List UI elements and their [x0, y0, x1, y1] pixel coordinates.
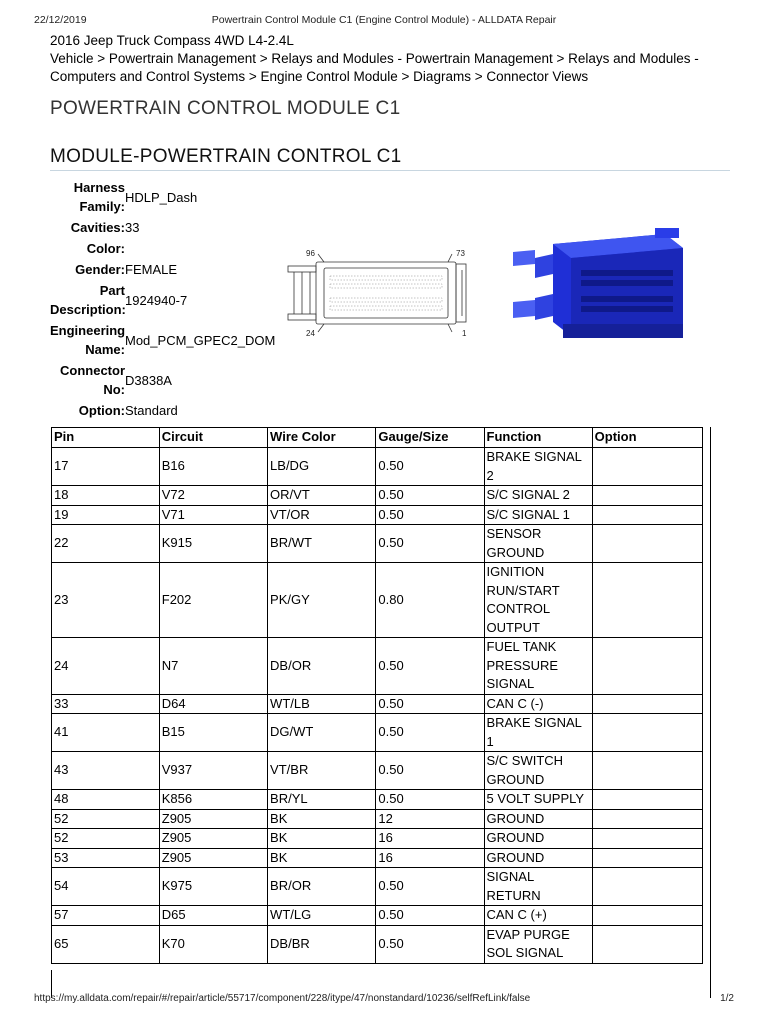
table-cell: 41 — [52, 714, 160, 752]
table-row — [52, 525, 703, 563]
table-cell — [592, 829, 702, 849]
table-cell — [592, 752, 702, 790]
pin-label-73: 73 — [456, 249, 465, 258]
table-row — [52, 714, 703, 752]
table-cell: V71 — [159, 505, 267, 525]
table-cell — [592, 809, 702, 829]
table-row — [52, 752, 703, 790]
table-cell: BK — [268, 809, 376, 829]
table-cell: 0.50 — [376, 486, 484, 506]
table-cell: 52 — [52, 829, 160, 849]
property-row — [50, 178, 290, 216]
column-header: Function — [484, 428, 592, 448]
column-header: Option — [592, 428, 702, 448]
property-row — [50, 321, 290, 359]
table-cell — [592, 525, 702, 563]
table-cell: SENSOR GROUND — [484, 525, 592, 563]
table-cell: EVAP PURGE SOL SIGNAL — [484, 925, 592, 963]
table-cell: 12 — [376, 809, 484, 829]
table-cell: BK — [268, 848, 376, 868]
table-cell: 16 — [376, 848, 484, 868]
table-cell: 0.50 — [376, 525, 484, 563]
column-header: Gauge/Size — [376, 428, 484, 448]
table-cell: 16 — [376, 829, 484, 849]
table-cell: S/C SIGNAL 2 — [484, 486, 592, 506]
table-row — [52, 790, 703, 810]
pin-label-96: 96 — [306, 249, 315, 258]
property-row — [50, 361, 290, 399]
page-title: POWERTRAIN CONTROL MODULE C1 — [50, 98, 401, 119]
table-cell: 5 VOLT SUPPLY — [484, 790, 592, 810]
table-cell — [592, 563, 702, 638]
table-cell: K915 — [159, 525, 267, 563]
table-cell: 53 — [52, 848, 160, 868]
print-footer — [0, 993, 768, 1007]
table-cell: 0.80 — [376, 563, 484, 638]
table-cell: S/C SWITCH GROUND — [484, 752, 592, 790]
property-label: Engineering Name: — [50, 323, 126, 357]
table-cell — [592, 448, 702, 486]
table-cell — [592, 714, 702, 752]
table-cell: 65 — [52, 925, 160, 963]
print-title: Powertrain Control Module C1 (Engine Control Module) - ALLDATA Repair — [211, 14, 557, 26]
table-cell — [592, 848, 702, 868]
table-row — [52, 505, 703, 525]
print-header — [0, 14, 768, 30]
table-cell: 0.50 — [376, 694, 484, 714]
table-row — [52, 638, 703, 695]
table-cell: 0.50 — [376, 790, 484, 810]
property-label: Part Description: — [50, 283, 126, 317]
property-value: D3838A — [125, 372, 172, 388]
connector-properties — [50, 178, 290, 422]
table-cell: FUEL TANK PRESSURE SIGNAL — [484, 638, 592, 695]
table-cell: CAN C (-) — [484, 694, 592, 714]
print-date: 22/12/2019 — [34, 14, 87, 26]
property-value: 1924940-7 — [125, 292, 188, 308]
table-cell: BR/YL — [268, 790, 376, 810]
table-cell: SIGNAL RETURN — [484, 868, 592, 906]
table-frame — [710, 427, 711, 998]
table-row — [52, 563, 703, 638]
table-cell: 0.50 — [376, 925, 484, 963]
table-cell: 0.50 — [376, 752, 484, 790]
table-cell: 22 — [52, 525, 160, 563]
table-cell: 23 — [52, 563, 160, 638]
table-row — [52, 829, 703, 849]
table-cell: BR/WT — [268, 525, 376, 563]
table-cell: BRAKE SIGNAL 2 — [484, 448, 592, 486]
property-label: Connector No: — [60, 363, 125, 397]
vehicle-title: 2016 Jeep Truck Compass 4WD L4-2.4L — [50, 33, 294, 48]
table-cell: VT/BR — [268, 752, 376, 790]
table-cell: F202 — [159, 563, 267, 638]
table-cell: 0.50 — [376, 448, 484, 486]
breadcrumb: Vehicle > Powertrain Management > Relays and Modules - Powertrain Management > Relays and Modules - Computers and Control Systems > Engine Control Module > Diagrams > Connector Views — [50, 51, 699, 84]
property-row — [50, 239, 290, 258]
table-cell: OR/VT — [268, 486, 376, 506]
table-cell: 18 — [52, 486, 160, 506]
property-row — [50, 401, 290, 420]
table-cell: BRAKE SIGNAL 1 — [484, 714, 592, 752]
connector-face-diagram — [284, 240, 484, 350]
table-row — [52, 694, 703, 714]
table-cell: 0.50 — [376, 906, 484, 926]
table-cell: BR/OR — [268, 868, 376, 906]
property-value: Standard — [125, 403, 178, 418]
table-cell — [592, 486, 702, 506]
table-cell: V937 — [159, 752, 267, 790]
page-url: https://my.alldata.com/repair/#/repair/article/55717/component/228/itype/47/nonstandard/10236/selfRefLink/false — [34, 993, 531, 1004]
table-cell: D65 — [159, 906, 267, 926]
table-row — [52, 868, 703, 906]
table-cell: Z905 — [159, 829, 267, 849]
table-cell: WT/LG — [268, 906, 376, 926]
property-label: Option: — [78, 403, 125, 418]
table-cell: DG/WT — [268, 714, 376, 752]
pin-label-1: 1 — [462, 329, 467, 338]
property-label: Color: — [86, 241, 125, 256]
table-cell: 33 — [52, 694, 160, 714]
table-cell: 0.50 — [376, 505, 484, 525]
table-cell: D64 — [159, 694, 267, 714]
property-row — [50, 260, 290, 279]
table-cell: BK — [268, 829, 376, 849]
table-cell: 43 — [52, 752, 160, 790]
property-row — [50, 218, 290, 237]
table-cell: N7 — [159, 638, 267, 695]
table-cell: WT/LB — [268, 694, 376, 714]
property-label: Harness Family: — [73, 180, 125, 214]
table-cell: K975 — [159, 868, 267, 906]
table-cell: GROUND — [484, 848, 592, 868]
table-cell: B15 — [159, 714, 267, 752]
table-cell: 24 — [52, 638, 160, 695]
table-cell: IGNITION RUN/START CONTROL OUTPUT — [484, 563, 592, 638]
table-cell: GROUND — [484, 809, 592, 829]
table-cell — [592, 790, 702, 810]
pin-label-24: 24 — [306, 329, 315, 338]
table-cell: V72 — [159, 486, 267, 506]
connector-3d-render — [505, 224, 695, 354]
table-row — [52, 809, 703, 829]
table-cell: GROUND — [484, 829, 592, 849]
table-cell: 48 — [52, 790, 160, 810]
property-row — [50, 281, 290, 319]
table-cell: LB/DG — [268, 448, 376, 486]
table-cell: K70 — [159, 925, 267, 963]
table-cell: VT/OR — [268, 505, 376, 525]
table-cell: 0.50 — [376, 714, 484, 752]
table-cell: DB/OR — [268, 638, 376, 695]
table-cell: PK/GY — [268, 563, 376, 638]
property-value: 33 — [125, 220, 140, 235]
table-row — [52, 486, 703, 506]
table-cell: 19 — [52, 505, 160, 525]
pin-table — [51, 427, 703, 964]
section-title: MODULE-POWERTRAIN CONTROL C1 — [50, 146, 730, 171]
page-number: 1/2 — [720, 993, 734, 1004]
table-cell — [592, 906, 702, 926]
property-value: Mod_PCM_GPEC2_DOM — [125, 332, 276, 348]
table-row — [52, 906, 703, 926]
column-header: Wire Color — [268, 428, 376, 448]
table-cell: Z905 — [159, 809, 267, 829]
pin-cavities — [330, 276, 442, 310]
table-cell: K856 — [159, 790, 267, 810]
table-cell: 0.50 — [376, 868, 484, 906]
table-cell: 0.50 — [376, 638, 484, 695]
table-cell: Z905 — [159, 848, 267, 868]
property-label: Gender: — [75, 262, 125, 277]
table-cell: S/C SIGNAL 1 — [484, 505, 592, 525]
table-cell: DB/BR — [268, 925, 376, 963]
table-cell: CAN C (+) — [484, 906, 592, 926]
table-row — [52, 848, 703, 868]
table-cell — [592, 694, 702, 714]
column-header: Circuit — [159, 428, 267, 448]
table-cell — [592, 505, 702, 525]
table-cell: 17 — [52, 448, 160, 486]
table-cell: 54 — [52, 868, 160, 906]
column-header: Pin — [52, 428, 160, 448]
property-value: HDLP_Dash — [125, 189, 198, 205]
table-cell — [592, 868, 702, 906]
property-label: Cavities: — [70, 220, 125, 235]
table-cell: 52 — [52, 809, 160, 829]
property-value: FEMALE — [125, 262, 178, 277]
table-cell — [592, 638, 702, 695]
table-cell: B16 — [159, 448, 267, 486]
table-row — [52, 925, 703, 963]
table-cell — [592, 925, 702, 963]
table-row — [52, 448, 703, 486]
table-cell: 57 — [52, 906, 160, 926]
table-header-row — [52, 428, 703, 448]
